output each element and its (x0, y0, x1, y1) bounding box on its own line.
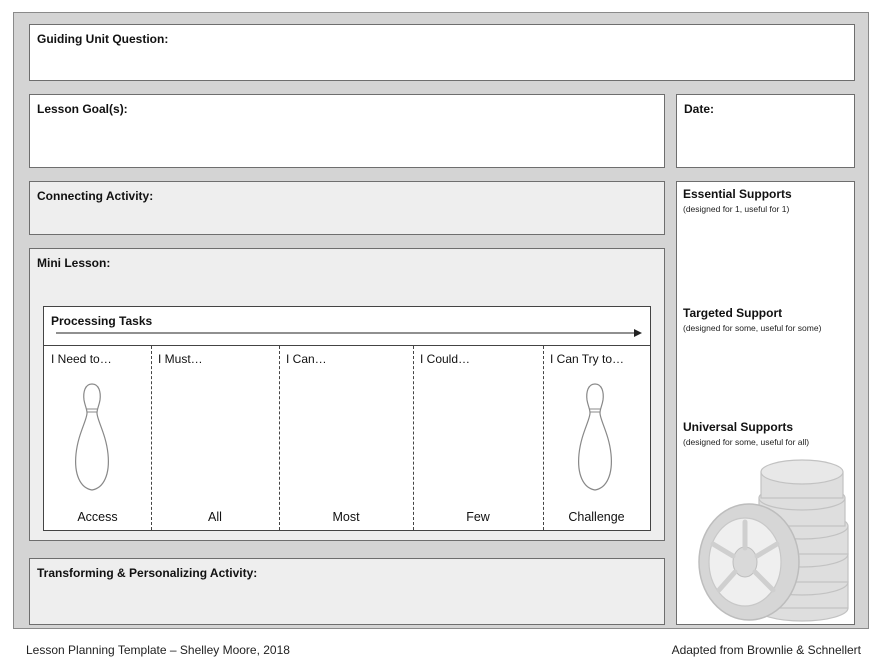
column-foot: Few (466, 510, 490, 524)
column-head: I Must… (158, 352, 203, 366)
essential-supports-title: Essential Supports (683, 187, 792, 201)
column-foot: Challenge (568, 510, 625, 524)
supports-panel (676, 181, 855, 625)
essential-supports-note: (designed for 1, useful for 1) (683, 204, 790, 214)
processing-tasks-title: Processing Tasks (51, 314, 153, 328)
arrow-right-icon (56, 327, 642, 339)
column-could[interactable] (413, 346, 543, 530)
mini-lesson-label: Mini Lesson: (37, 256, 111, 270)
column-foot: All (208, 510, 222, 524)
universal-supports-note: (designed for some, useful for all) (683, 437, 810, 447)
column-can[interactable] (279, 346, 413, 530)
transforming-activity-box[interactable] (29, 558, 665, 625)
targeted-support-title: Targeted Support (683, 306, 783, 320)
connecting-activity-label: Connecting Activity: (37, 189, 154, 203)
column-head: I Can… (286, 352, 327, 366)
column-can-try-to[interactable] (543, 346, 650, 530)
date-box[interactable] (676, 94, 855, 168)
mini-lesson-box[interactable] (29, 248, 665, 541)
bowling-pin-icon (575, 382, 615, 494)
guiding-question-label: Guiding Unit Question: (37, 32, 169, 46)
column-must[interactable] (151, 346, 279, 530)
date-label: Date: (684, 102, 715, 116)
column-foot: Access (77, 510, 118, 524)
processing-tasks-header (43, 306, 651, 346)
column-head: I Need to… (51, 352, 112, 366)
column-need-to[interactable] (44, 346, 151, 530)
guiding-question-box[interactable] (29, 24, 855, 81)
column-foot: Most (332, 510, 360, 524)
column-head: I Could… (420, 352, 471, 366)
universal-supports-title: Universal Supports (683, 420, 794, 434)
footer-credit-right: Adapted from Brownlie & Schnellert (671, 643, 861, 657)
bowling-pin-icon (72, 382, 112, 494)
footer-credit-left: Lesson Planning Template – Shelley Moore, 2018 (26, 643, 290, 657)
processing-tasks-grid (43, 345, 651, 531)
connecting-activity-box[interactable] (29, 181, 665, 235)
transforming-activity-label: Transforming & Personalizing Activity: (37, 566, 258, 580)
lesson-goals-label: Lesson Goal(s): (37, 102, 128, 116)
column-head: I Can Try to… (550, 352, 625, 366)
targeted-support-note: (designed for some, useful for some) (683, 323, 822, 333)
lesson-goals-box[interactable] (29, 94, 665, 168)
tires-stack-icon (697, 458, 855, 624)
